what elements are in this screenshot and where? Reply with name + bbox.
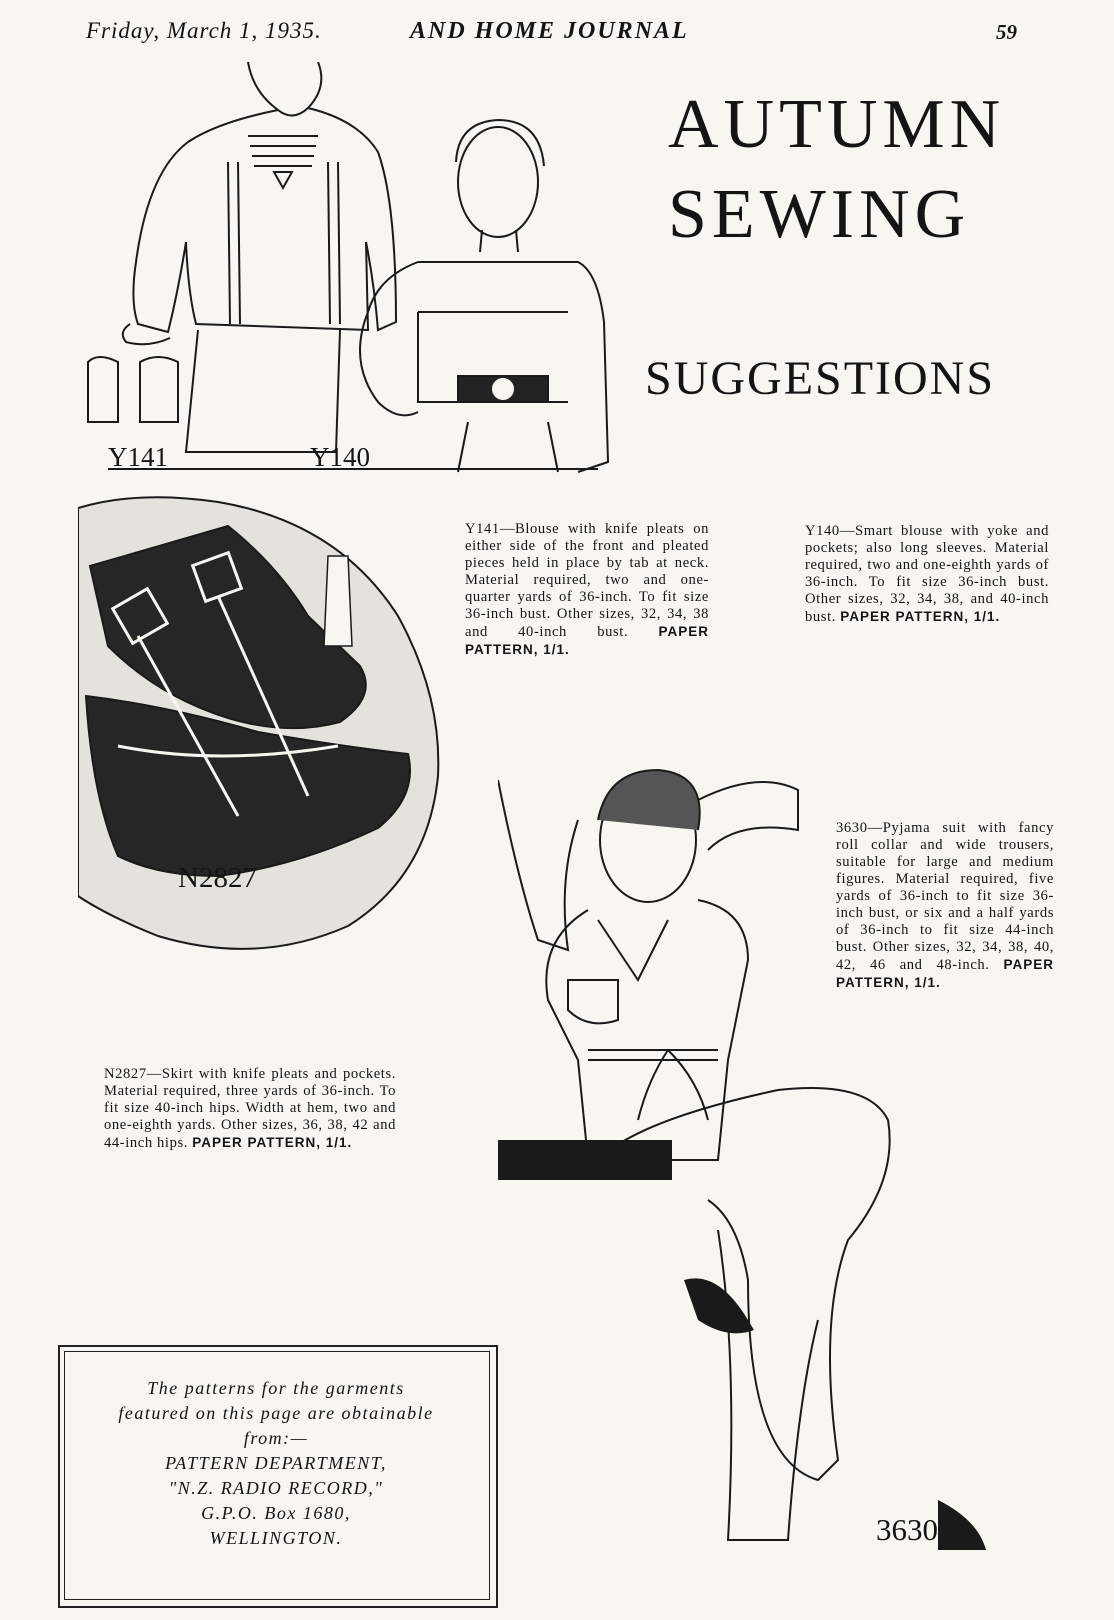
notice-line: featured on this page are obtainable xyxy=(118,1403,434,1423)
y140-pattern-price: PAPER PATTERN, 1/1. xyxy=(840,609,1001,624)
y140-description xyxy=(805,523,1049,626)
header-date: Friday, March 1, 1935. xyxy=(86,18,322,43)
blouse-illustration xyxy=(78,62,614,492)
n2827-code: N2827 xyxy=(104,1066,147,1082)
y141-text: —Blouse with knife pleats on either side of the front and pleated pieces held in place by tab at neck. Material required, two and one-quarter yards of 36-inch. To fit size 36-inch bust. Other sizes, 32, 34, 38 and 40-inch bust. xyxy=(465,521,709,640)
title-sewing: SEWING xyxy=(668,176,971,253)
y141-label: Y141 xyxy=(108,442,168,472)
blouses-drawing xyxy=(78,62,614,492)
p3630-text: —Pyjama suit with fancy roll collar and wide trousers, suitable for large and medium figures. Material required, five yards of 36-inch to fit size 36-inch bust, or six and a half yards of 36-inch to fit size 44-inch bust. Other sizes, 32, 34, 38, 40, 42, 46 and 48-inch. xyxy=(836,820,1054,973)
notice-box xyxy=(64,1376,488,1551)
y140-label: Y140 xyxy=(310,442,370,472)
header-journal-title: AND HOME JOURNAL xyxy=(410,18,689,44)
n2827-pattern-price: PAPER PATTERN, 1/1. xyxy=(192,1135,353,1150)
notice-box-number: G.P.O. Box 1680, xyxy=(201,1503,351,1523)
p3630-code: 3630 xyxy=(836,820,868,836)
title-suggestions: SUGGESTIONS xyxy=(645,352,996,405)
y140-text: —Smart blouse with yoke and pockets; also long sleeves. Material required, two and one-eighth yards of 36-inch. To fit size 36-inch bust. Other sizes, 32, 34, 38, and 40-inch bust. xyxy=(805,523,1049,625)
y141-description xyxy=(465,521,709,659)
skirt-drawing xyxy=(78,496,442,950)
notice-city: WELLINGTON. xyxy=(209,1528,343,1548)
title-autumn: AUTUMN xyxy=(668,86,1006,163)
y141-pattern-price: PAPER PATTERN, 1/1. xyxy=(465,624,710,657)
p3630-label: 3630 xyxy=(876,1512,938,1547)
n2827-description xyxy=(104,1066,396,1152)
notice-publication: "N.Z. RADIO RECORD," xyxy=(168,1478,384,1498)
n2827-text: —Skirt with knife pleats and pockets. Material required, three yards of 36-inch. To fit size 40-inch hips. Width at hem, two and one-eighth yards. Other sizes, 36, 38, 42 and 44-inch hips. xyxy=(104,1066,396,1151)
page-number: 59 xyxy=(996,20,1017,44)
y140-code: Y140 xyxy=(805,523,840,539)
notice-line: from:— xyxy=(243,1428,309,1448)
notice-line: The patterns for the garments xyxy=(147,1378,405,1398)
n2827-label: N2827 xyxy=(178,862,257,894)
skirt-illustration xyxy=(78,496,442,950)
p3630-pattern-price: PAPER PATTERN, 1/1. xyxy=(836,957,1054,990)
y141-code: Y141 xyxy=(465,521,500,537)
notice-department: PATTERN DEPARTMENT, xyxy=(165,1453,387,1473)
p3630-description xyxy=(836,820,1054,992)
